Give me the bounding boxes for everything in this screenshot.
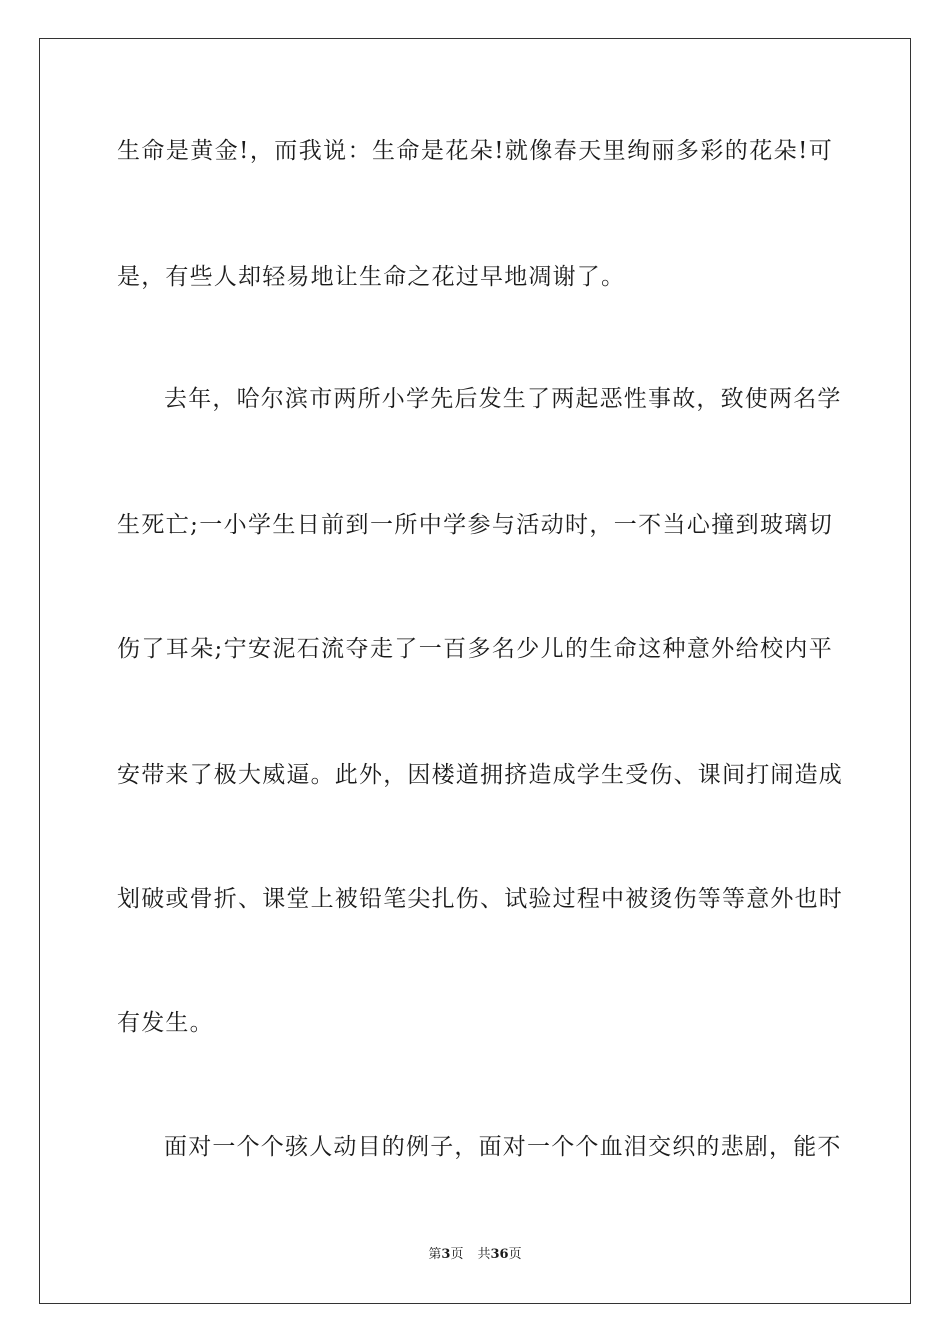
paragraph-line-9: 面对一个个骇人动目的例子，面对一个个血泪交织的悲剧，能不: [164, 1134, 842, 1160]
footer-page-number: 3: [441, 1247, 451, 1262]
footer-page-suffix: 页: [450, 1247, 464, 1262]
paragraph-line-5: 伤了耳朵;宁安泥石流夺走了一百多名少儿的生命这种意外给校内平: [117, 636, 833, 662]
paragraph-line-8: 有发生。: [117, 1010, 214, 1036]
paragraph-line-7: 划破或骨折、课堂上被铅笔尖扎伤、试验过程中被烫伤等等意外也时: [117, 886, 843, 912]
page-footer: [0, 1246, 950, 1264]
page-border: [39, 38, 911, 1304]
footer-total-pages: 36: [490, 1247, 509, 1262]
footer-total-suffix: 页: [508, 1247, 522, 1262]
paragraph-line-1: 生命是黄金!，而我说：生命是花朵!就像春天里绚丽多彩的花朵!可: [117, 138, 833, 164]
footer-total-prefix: 共: [477, 1247, 491, 1262]
paragraph-line-2: 是，有些人却轻易地让生命之花过早地凋谢了。: [117, 264, 626, 290]
footer-page-prefix: 第: [428, 1247, 442, 1262]
paragraph-line-3: 去年，哈尔滨市两所小学先后发生了两起恶性事故，致使两名学: [164, 386, 842, 412]
paragraph-line-4: 生死亡;一小学生日前到一所中学参与活动时，一不当心撞到玻璃切: [117, 512, 833, 538]
paragraph-line-6: 安带来了极大威逼。此外，因楼道拥挤造成学生受伤、课间打闹造成: [117, 762, 843, 788]
